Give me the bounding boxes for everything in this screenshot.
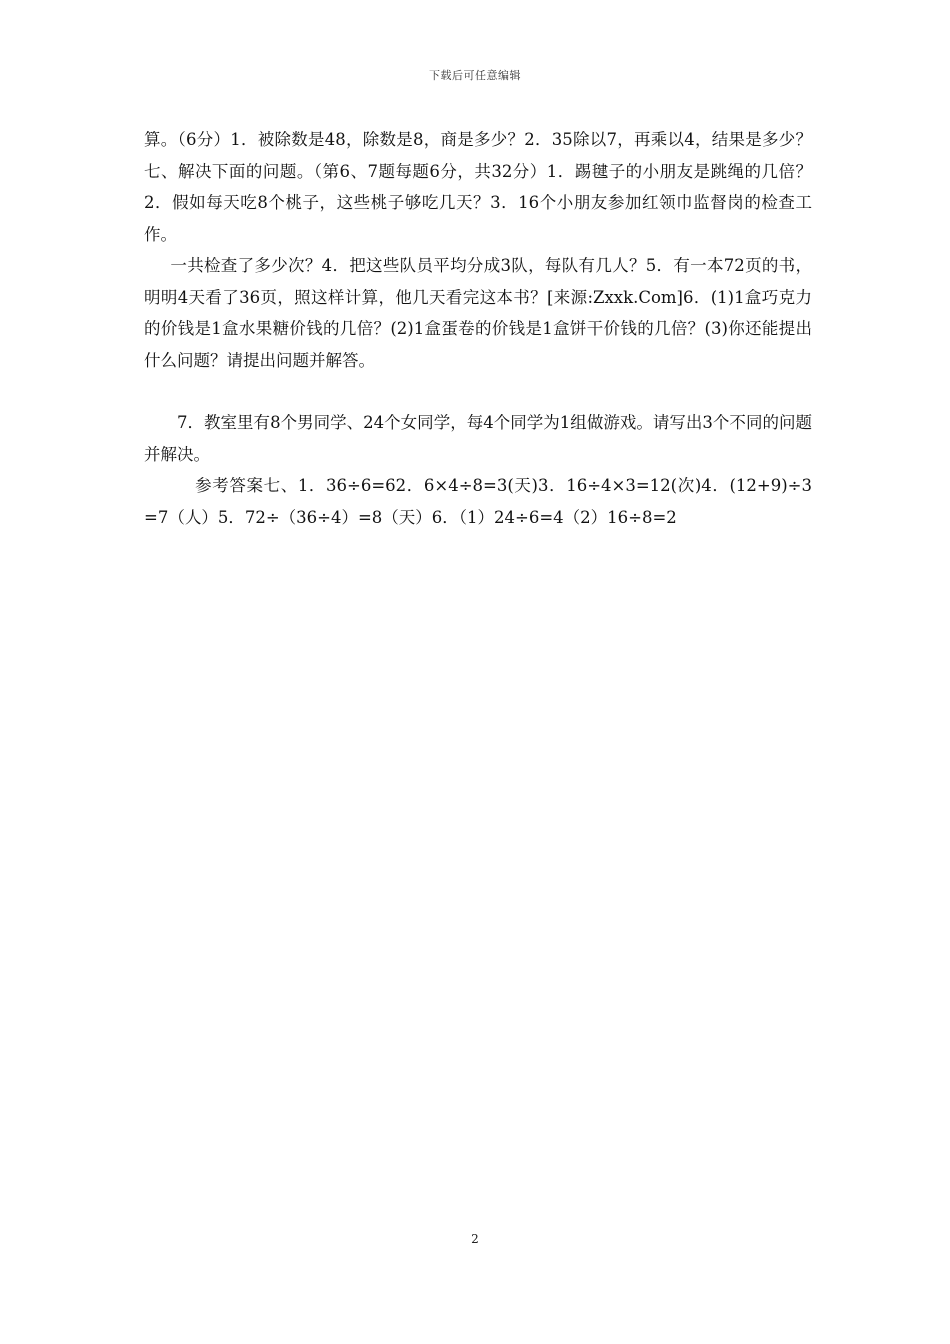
page-number: 2 xyxy=(471,1232,479,1246)
paragraph-question-7: 7．教室里有8个男同学、24个女同学，每4个同学为1组做游戏。请写出3个不同的问题并解决。 xyxy=(144,413,812,464)
paragraph-questions-part2: 一共检查了多少次？4．把这些队员平均分成3队，每队有几人？5．有一本72页的书，明明4天看了36页，照这样计算，他几天看完这本书？[来源:Zxxk.Com]6．(1)1盒巧克力的价钱是1盒水果糖价钱的几倍？(2)1盒蛋卷的价钱是1盒饼干价钱的几倍？(3)你还能提出什么问题？请提出问题并解答。 xyxy=(144,256,812,370)
paragraph-answer-key: 参考答案七、1．36÷6=62．6×4÷8=3(天)3．16÷4×3=12(次)4．(12+9)÷3=7（人）5．72÷（36÷4）=8（天）6．（1）24÷6=4（2）16÷8=2 xyxy=(144,476,812,527)
page-header: 下载后可任意编辑 xyxy=(429,69,521,82)
paragraph-questions-part1: 算。（6分）1．被除数是48，除数是8，商是多少？2．35除以7，再乘以4，结果是多少？七、解决下面的问题。（第6、7题每题6分，共32分）1．踢毽子的小朋友是跳绳的几倍？2．假如每天吃8个桃子，这些桃子够吃几天？3．16个小朋友参加红领巾监督岗的检查工作。 xyxy=(144,130,812,244)
document-body xyxy=(144,124,812,533)
paragraph-spacer xyxy=(144,376,812,407)
